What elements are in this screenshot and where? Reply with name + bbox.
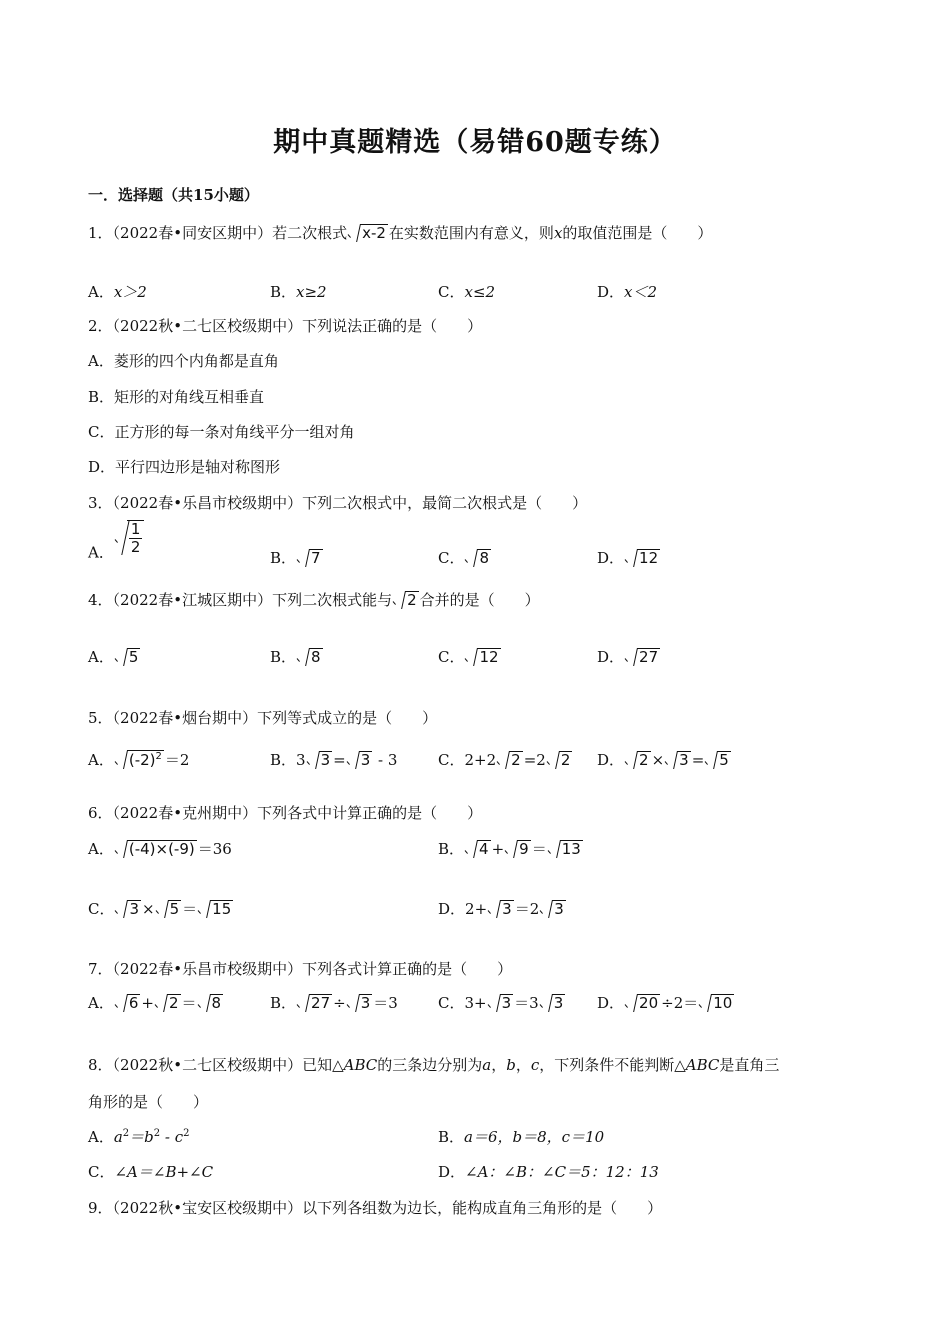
radical: x-2 [348,224,388,242]
radical: 12 [465,648,500,666]
option-b[interactable]: B．a＝6，b＝8，c＝10 [438,1128,605,1146]
section-heading: 一．选择题（共15小题） [88,186,259,204]
radical: 3 [115,900,141,918]
radical: 2 [155,994,181,1012]
option-c[interactable]: C． 3 × 5 ＝ 15 [88,900,232,918]
question-8: 8．（2022秋•二七区校级期中）已知△ABC的三条边分别为a，b，c，下列条件不能判断△ABC是直角三 [88,1056,780,1074]
option-a[interactable]: A．$a^2=b^2 - c^2$ [88,1128,190,1146]
question-4: 4．（2022春•江城区期中）下列二次根式能与 2 合并的是（ ） [88,591,540,609]
option-d[interactable]: D．平行四边形是轴对称图形 [88,458,281,476]
radical: (-4)×(-9) [115,840,197,858]
radical: 27 [625,648,660,666]
radical: 8 [198,994,224,1012]
radical: 9 [505,840,531,858]
radical: 3 [347,751,373,769]
radical: 10 [699,994,734,1012]
radical: 3 [307,751,333,769]
question-number: 1． [88,224,113,242]
option-a[interactable]: A．x＞2 [88,283,147,301]
option-c[interactable]: C．正方形的每一条对角线平分一组对角 [88,423,355,441]
radical: 12 [625,549,660,567]
option-a[interactable]: A．菱形的四个内角都是直角 [88,352,279,370]
option-c[interactable]: C．3+ 3 ＝3 3 [438,994,564,1012]
option-c[interactable]: C．x≤2 [438,283,496,301]
radical: 3 [488,994,514,1012]
option-c[interactable]: C．2+2 2 =2 2 [438,751,571,769]
radical: 2 [547,751,573,769]
radical: 5 [156,900,182,918]
option-d[interactable]: D． 12 [597,549,659,567]
option-d[interactable]: D．∠A：∠B：∠C＝5：12：13 [438,1163,659,1181]
radical: $(-2)^2$ [115,750,164,769]
radical: 13 [548,840,583,858]
option-b[interactable]: B． 7 [270,549,321,567]
radical: 5 [705,751,731,769]
option-b[interactable]: B． 8 [270,648,321,666]
radical: 6 [115,994,141,1012]
option-c[interactable]: C．∠A＝∠B+∠C [88,1163,214,1181]
option-b[interactable]: B． 4 + 9 ＝ 13 [438,840,581,858]
question-6: 6．（2022春•克州期中）下列各式中计算正确的是（ ） [88,804,483,822]
radical: 4 [465,840,491,858]
radical: 20 [625,994,660,1012]
question-1: 1．（2022春•同安区期中）若二次根式 x-2 在实数范围内有意义，则x的取值范围是（ ） [88,224,713,242]
option-d[interactable]: D．2+ 3 ＝2 3 [438,900,564,918]
radical: 2 [393,591,419,609]
option-a[interactable]: A． $\frac{1}{2}$ [88,520,145,563]
option-d[interactable]: D．x＜2 [597,283,658,301]
option-d[interactable]: D． 2 × 3 = 5 [597,751,729,769]
option-a[interactable]: A． (-4)×(-9) ＝36 [88,840,232,858]
radical: 2 [497,751,523,769]
radical: 2 [625,751,651,769]
question-stem: （2022春•同安区期中）若二次根式 [112,224,348,242]
option-b[interactable]: B．矩形的对角线互相垂直 [88,388,265,406]
radical: 27 [297,994,332,1012]
option-b[interactable]: B．3 3 = 3 - 3 [270,751,398,769]
question-2: 2．（2022秋•二七区校级期中）下列说法正确的是（ ） [88,317,483,335]
radical: 3 [488,900,514,918]
radical: 3 [347,994,373,1012]
radical: 3 [540,994,566,1012]
option-c[interactable]: C． 12 [438,648,499,666]
radical: 7 [297,549,323,567]
option-d[interactable]: D． 20 ÷2＝ 10 [597,994,733,1012]
option-b[interactable]: B． 27 ÷ 3 ＝3 [270,994,398,1012]
question-9: 9．（2022秋•宝安区校级期中）以下列各组数为边长，能构成直角三角形的是（ ） [88,1199,663,1217]
radical: 3 [665,751,691,769]
fraction: $\frac{1}{2}$ [130,520,141,556]
question-3: 3．（2022春•乐昌市校级期中）下列二次根式中，最简二次根式是（ ） [88,494,588,512]
page-title: 期中真题精选（易错60题专练） [273,127,677,158]
option-a[interactable]: A． $(-2)^2 =2$ [88,751,190,769]
radical: 3 [540,900,566,918]
option-a[interactable]: A． 6 + 2 ＝ 8 [88,994,222,1012]
radical: 8 [465,549,491,567]
question-8-line-2: 角形的是（ ） [88,1093,209,1111]
radical [115,520,145,555]
radical: 8 [297,648,323,666]
option-d[interactable]: D． 27 [597,648,659,666]
option-b[interactable]: B．x≥2 [270,283,327,301]
question-7: 7．（2022春•乐昌市校级期中）下列各式计算正确的是（ ） [88,960,513,978]
option-c[interactable]: C． 8 [438,549,490,567]
radical: 5 [115,648,141,666]
radical: 15 [198,900,233,918]
option-a[interactable]: A． 5 [88,648,139,666]
question-5: 5．（2022春•烟台期中）下列等式成立的是（ ） [88,709,438,727]
